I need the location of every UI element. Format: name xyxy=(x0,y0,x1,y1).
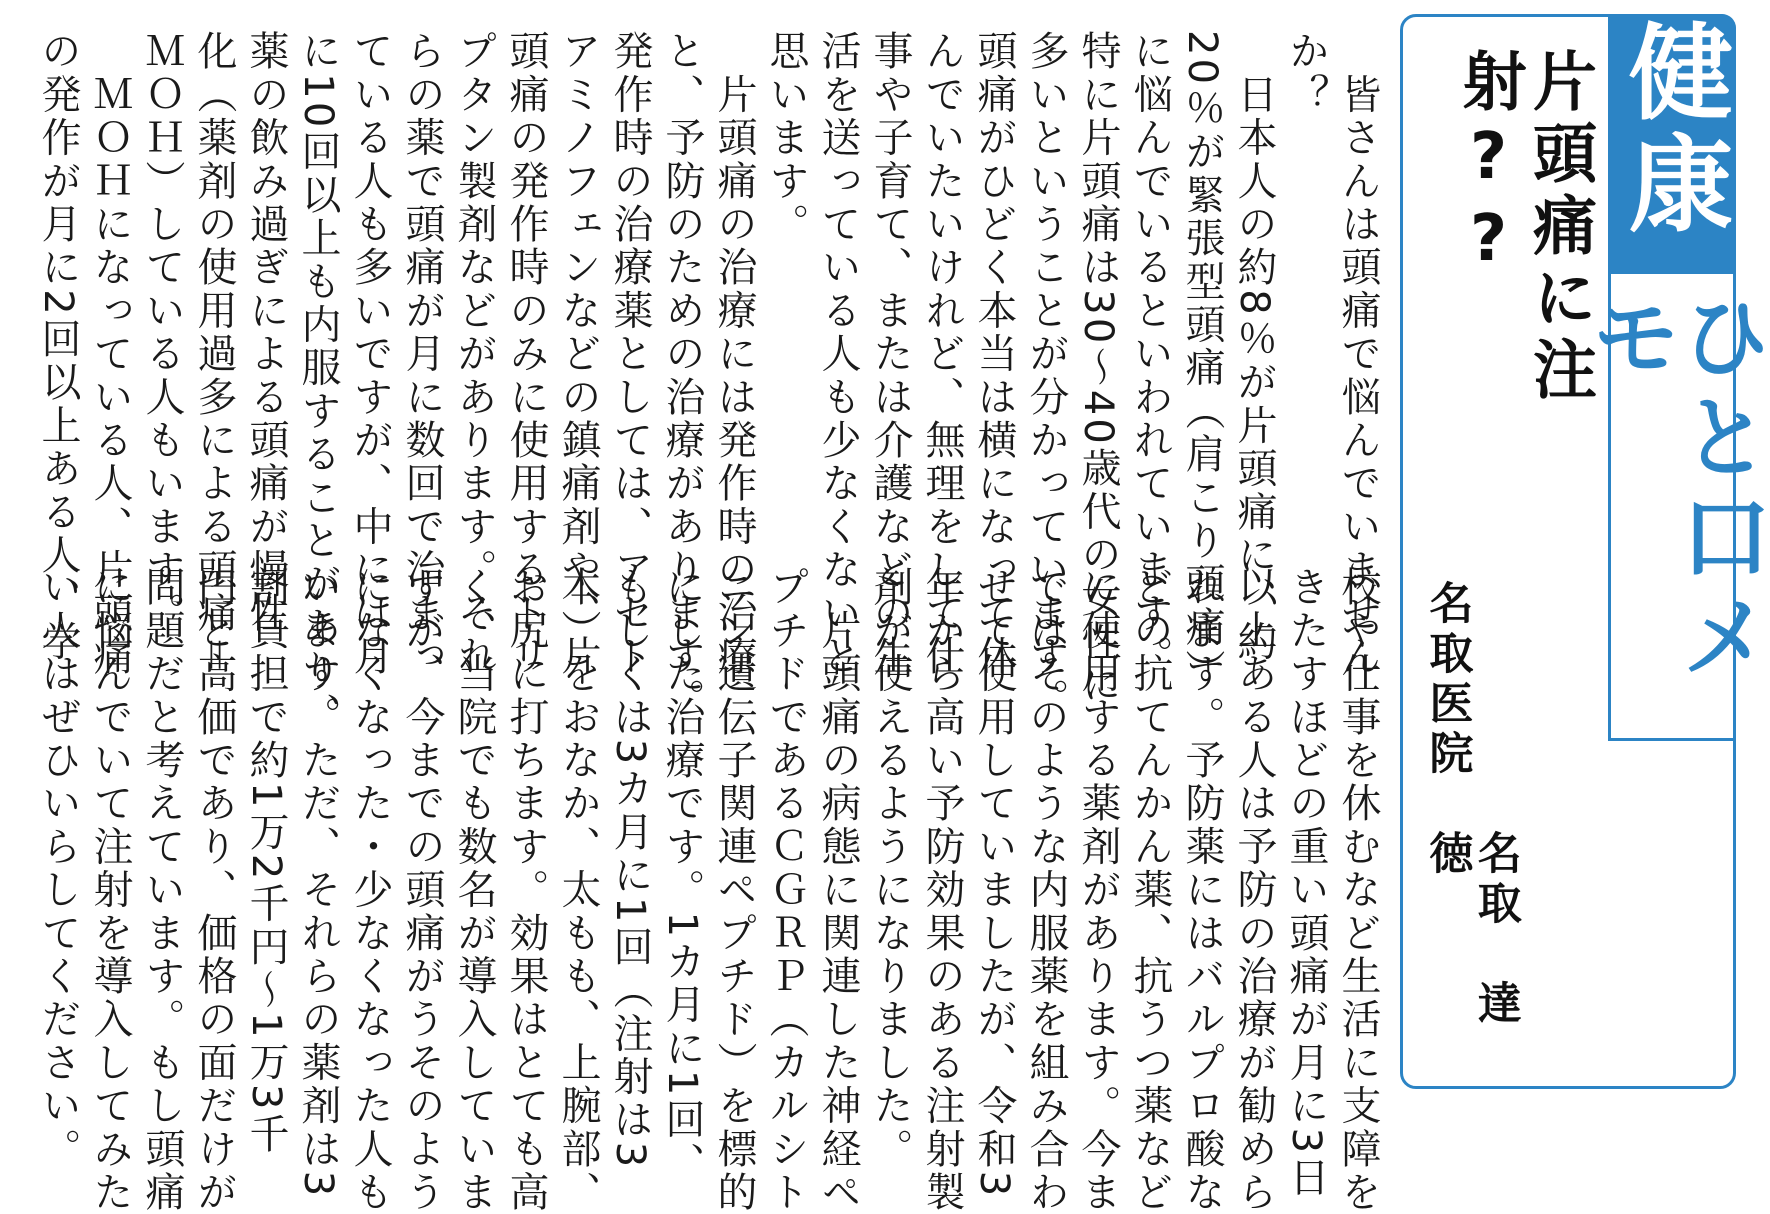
body-line: ている人も多いですが、中には月 xyxy=(347,30,393,678)
body-line: に使用する薬剤があります。今ま xyxy=(1075,566,1121,1214)
body-line: 円と高価であり、価格の面だけが xyxy=(191,566,237,1214)
body-line: 薬の飲み過ぎによる頭痛が慢性 xyxy=(243,30,289,635)
body-line: 思います。 xyxy=(763,30,809,246)
article-body-upper xyxy=(32,30,1384,736)
column-label-health: 健康 xyxy=(1611,18,1733,242)
body-line: の発作が月に2回以上ある人、学 xyxy=(35,30,81,664)
body-line: になくなった・少なくなった人も xyxy=(347,566,393,1214)
body-line: 特に片頭痛は30～40歳代の女性に xyxy=(1075,30,1121,707)
body-line: 化（薬剤の使用過多による頭痛＝ xyxy=(191,30,237,678)
body-line: 頭痛がひどく本当は横になって休 xyxy=(971,30,1017,678)
body-line: 以上ある人は予防の治療が勧めら xyxy=(1231,566,1277,1214)
body-line: 発作時の治療薬としては、アセト xyxy=(607,30,653,678)
body-line: 校や仕事を休むなど生活に支障を xyxy=(1335,566,1381,1214)
body-line: 割負担で約1万2千円～1万3千 xyxy=(243,566,289,1156)
body-line: れます。予防薬にはバルプロ酸な xyxy=(1179,566,1225,1214)
body-line: 問題だと考えています。もし頭痛 xyxy=(139,566,185,1214)
column-label-memo: ひと口メモ xyxy=(1575,290,1770,690)
body-line: ＭＯＨになっている人、片頭痛 xyxy=(87,30,133,678)
article-title: 片頭痛に注射?? xyxy=(1451,48,1596,408)
body-line: ニン遺伝子関連ペプチド）を標的 xyxy=(711,566,757,1214)
body-line: 多いということが分かっています。 xyxy=(1023,30,1069,722)
body-line: んでいたいけれど、無理をして仕 xyxy=(919,30,965,678)
column-label-top xyxy=(1608,14,1736,274)
body-line: 年から高い予防効果のある注射製 xyxy=(919,566,965,1214)
article-body-lower xyxy=(32,566,1384,1214)
body-line: アミノフェンなどの鎮痛剤や、片 xyxy=(555,30,601,678)
body-line: ＭＯＨ）している人もいます。 xyxy=(139,30,185,635)
body-line: か？ xyxy=(1283,30,1329,117)
body-line: もしくは3カ月に1回（注射は3 xyxy=(607,566,653,1171)
body-line: きたすほどの重い頭痛が月に3日 xyxy=(1283,566,1329,1200)
body-line: 頭痛の発作時のみに使用するトリ xyxy=(503,30,549,678)
body-line: 20％が緊張型頭痛（肩こり頭痛） xyxy=(1179,30,1225,693)
column-label-bottom xyxy=(1575,274,1770,741)
body-line: らの薬で頭痛が月に数回で治まっ xyxy=(399,30,445,678)
clinic-name: 名取医院 xyxy=(1421,580,1473,780)
body-line: 皆さんは頭痛で悩んでいません xyxy=(1335,30,1381,678)
body-line: に悩んでいるといわれています。 xyxy=(1127,30,1173,678)
body-line: プタン製剤などがあります。それ xyxy=(451,30,497,678)
body-line: います。ただ、それらの薬剤は3 xyxy=(295,566,341,1200)
body-line: い人はぜひいらしてください。 xyxy=(35,566,81,1171)
body-line: 本）をおなか、太もも、上腕部、 xyxy=(555,566,601,1214)
body-line: 活を送っている人も少なくないと xyxy=(815,30,861,678)
body-line: 日本人の約8％が片頭痛に、約 xyxy=(1231,30,1277,664)
body-line: く、当院でも数名が導入していま xyxy=(451,566,497,1214)
body-line: ではそのような内服薬を組み合わ xyxy=(1023,566,1069,1214)
body-line: お尻に打ちます。効果はとても高 xyxy=(503,566,549,1214)
body-line: すが、今までの頭痛がうそのよう xyxy=(399,566,445,1214)
body-line: 事や子育て、または介護などの生 xyxy=(867,30,913,678)
body-line: にした治療です。1カ月に1回、 xyxy=(659,566,705,1185)
body-line: 剤が使えるようになりました。 xyxy=(867,566,913,1171)
author-name: 名取 達徳 xyxy=(1421,830,1521,1030)
body-line: 片頭痛の病態に関連した神経ペ xyxy=(815,566,861,1214)
body-line: に悩んでいて注射を導入してみた xyxy=(87,566,133,1214)
column-label xyxy=(1575,14,1770,741)
body-line: に10回以上も内服することがあり、 xyxy=(295,30,341,736)
body-line: と、予防のための治療があります。 xyxy=(659,30,705,722)
body-line: どの抗てんかん薬、抗うつ薬など xyxy=(1127,566,1173,1214)
body-line: 片頭痛の治療には発作時の治療 xyxy=(711,30,757,678)
body-line: せて使用していましたが、令和3 xyxy=(971,566,1017,1200)
body-line: プチドであるＣＧＲＰ（カルシト xyxy=(763,566,809,1214)
